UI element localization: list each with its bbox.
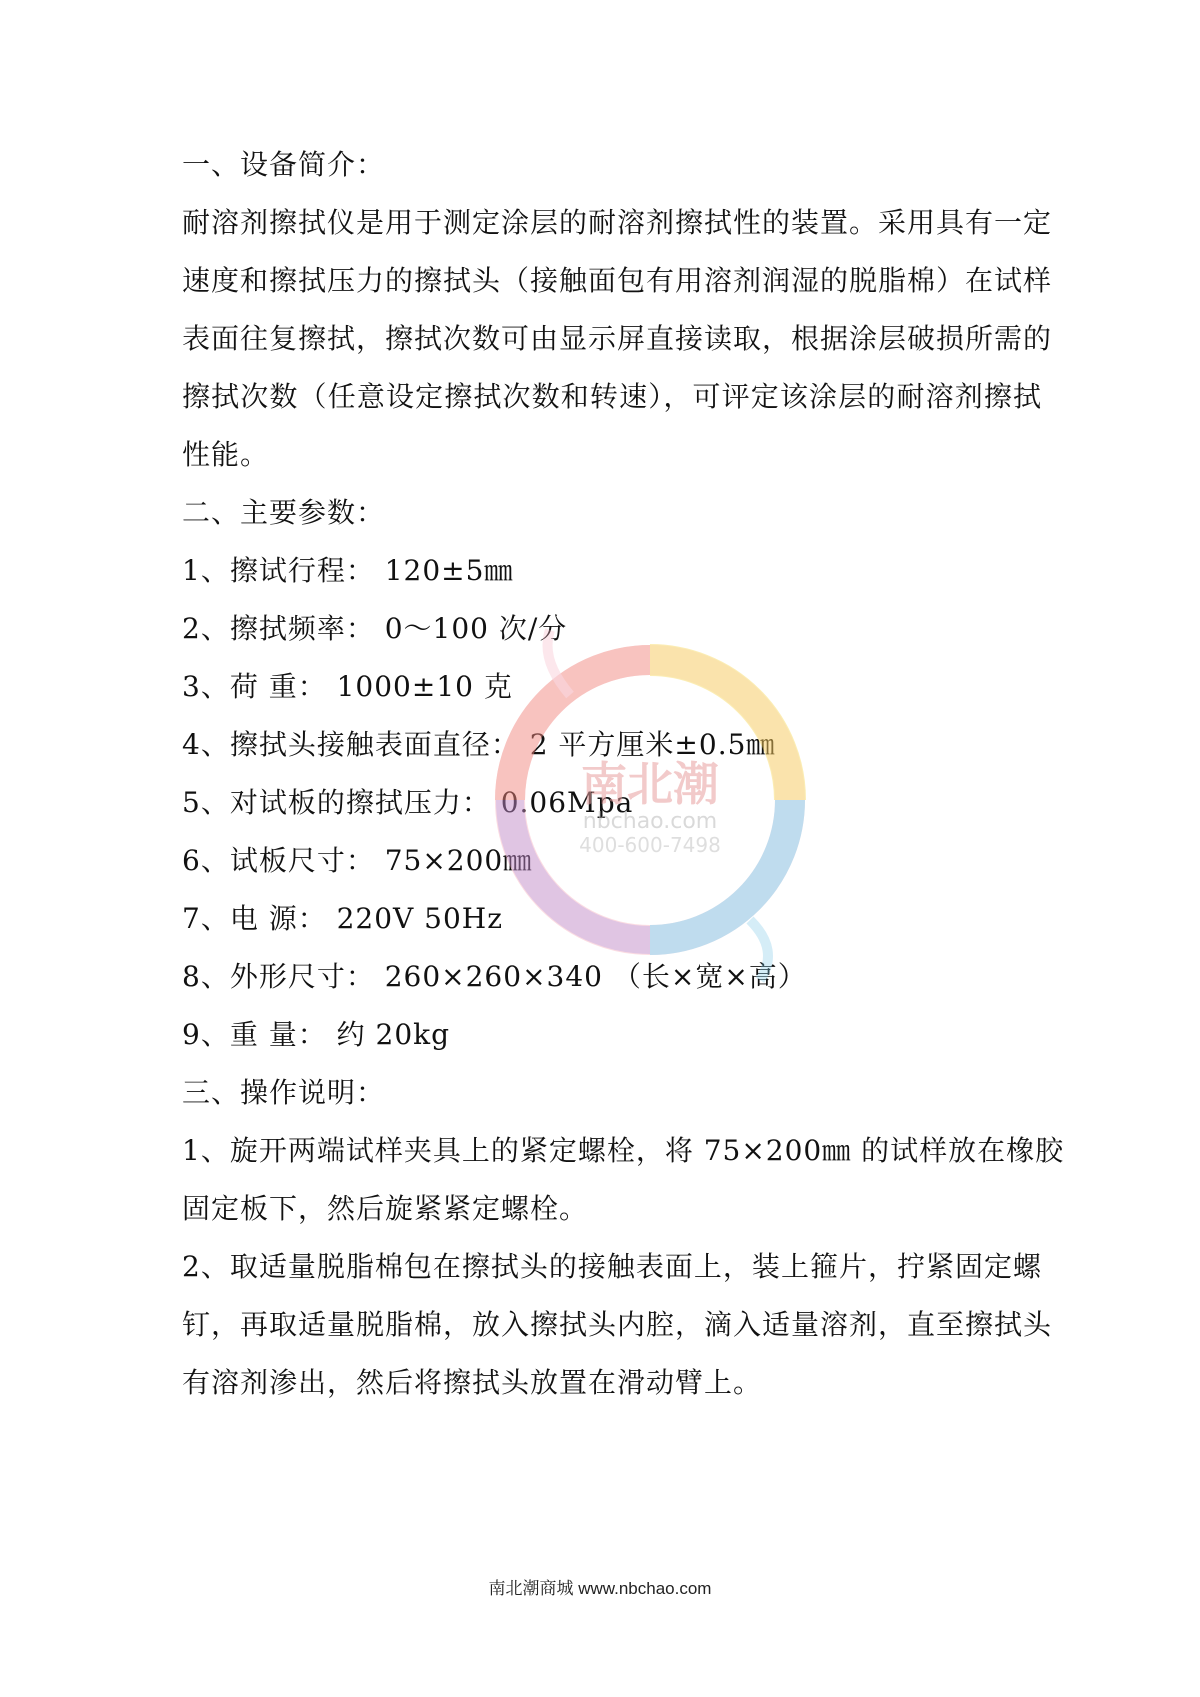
watermark-phone: 400-600-7498: [579, 833, 721, 857]
section2-heading: 二、主要参数：: [182, 496, 386, 529]
section1-line: 速度和擦拭压力的擦拭头（接触面包有用溶剂润湿的脱脂棉）在试样: [182, 264, 1053, 297]
section3-heading: 三、操作说明：: [182, 1076, 386, 1109]
param-pressure: 5、对试板的擦拭压力： 0.06Mpa: [182, 786, 634, 819]
section1-line: 表面往复擦拭，擦拭次数可由显示屏直接读取，根据涂层破损所需的: [182, 322, 1053, 355]
section1-line: 擦拭次数（任意设定擦拭次数和转速），可评定该涂层的耐溶剂擦拭: [182, 380, 1042, 413]
footer-text: 南北潮商城 www.nbchao.com: [488, 1579, 712, 1598]
section1-heading: 一、设备简介：: [182, 148, 386, 181]
section1-line: 性能。: [182, 438, 270, 471]
section3-line: 有溶剂渗出，然后将擦拭头放置在滑动臂上。: [182, 1366, 763, 1399]
param-power: 7、电 源： 220V 50Hz: [182, 902, 503, 935]
param-load: 3、荷 重： 1000±10 克: [182, 670, 513, 703]
param-head-diameter: 4、擦拭头接触表面直径： 2 平方厘米±0.5㎜: [182, 728, 776, 761]
watermark-site: nbchao.com: [582, 809, 718, 834]
param-frequency: 2、擦拭频率： 0～100 次/分: [182, 612, 568, 645]
param-panel-size: 6、试板尺寸： 75×200㎜: [182, 844, 533, 877]
section3-line: 固定板下，然后旋紧紧定螺栓。: [182, 1192, 589, 1225]
section1-line: 耐溶剂擦拭仪是用于测定涂层的耐溶剂擦拭性的装置。采用具有一定: [182, 206, 1053, 239]
param-dimensions: 8、外形尺寸： 260×260×340 （长×宽×高）: [182, 960, 807, 993]
param-weight: 9、重 量： 约 20kg: [182, 1018, 451, 1051]
section3-line: 钉，再取适量脱脂棉，放入擦拭头内腔，滴入适量溶剂，直至擦拭头: [182, 1308, 1053, 1341]
section3-line: 2、取适量脱脂棉包在擦拭头的接触表面上，装上箍片，拧紧固定螺: [182, 1250, 1042, 1283]
param-stroke: 1、擦试行程： 120±5㎜: [182, 554, 514, 587]
section3-line: 1、旋开两端试样夹具上的紧定螺栓，将 75×200㎜ 的试样放在橡胶: [182, 1134, 1065, 1167]
watermark-brand: 南北潮: [581, 757, 719, 811]
